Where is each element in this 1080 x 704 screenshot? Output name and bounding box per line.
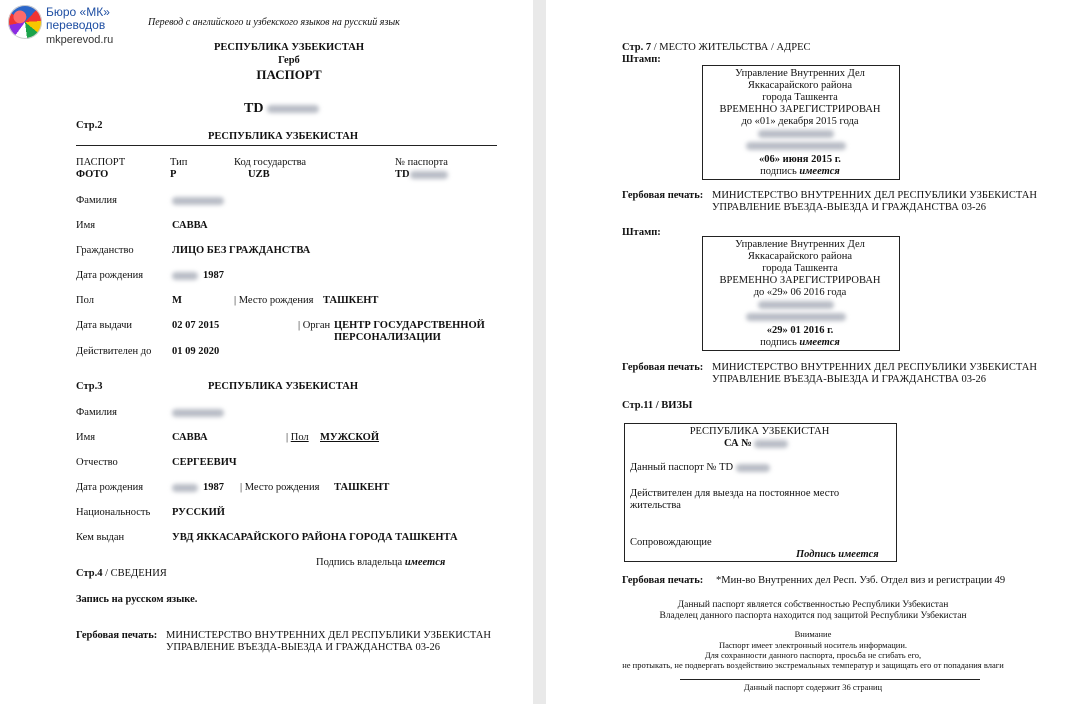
page11-heading: Стр.11 / ВИЗЫ — [622, 400, 693, 411]
right-page — [546, 0, 1080, 704]
seal3-label: Гербовая печать: — [622, 575, 704, 586]
logo-url: mkperevod.ru — [46, 34, 114, 46]
label-surname: Фамилия — [76, 195, 117, 206]
page4-label: Стр.4 — [76, 568, 103, 579]
seal-line1: МИНИСТЕРСТВО ВНУТРЕННИХ ДЕЛ РЕСПУБЛИКИ УЗБЕКИСТАН — [166, 630, 491, 641]
seal1-label: Гербовая печать: — [622, 190, 704, 201]
visa-line3 — [630, 462, 770, 474]
record-language: Запись на русском языке. — [76, 594, 198, 605]
logo-globe-icon — [8, 5, 42, 39]
stamp2-sign-label: подпись — [760, 337, 797, 348]
logo-line1: Бюро «МК» — [46, 5, 110, 19]
seal2-line2: УПРАВЛЕНИЕ ВЪЕЗДА-ВЫЕЗДА И ГРАЖДАНСТВА 03-26 — [712, 374, 986, 385]
label-citizenship: Гражданство — [76, 245, 134, 256]
seal1-line1: МИНИСТЕРСТВО ВНУТРЕННИХ ДЕЛ РЕСПУБЛИКИ УЗБЕКИСТАН — [712, 190, 1037, 201]
stamp1-sign — [702, 166, 898, 178]
stamp1-line6: «06» июня 2015 г. — [759, 154, 841, 165]
owner-signature-value: имеется — [404, 557, 446, 568]
stamp1-line1: Управление Внутренних Дел — [735, 68, 865, 79]
redacted-stamp2-a — [758, 301, 834, 309]
seal2-label: Гербовая печать: — [622, 362, 704, 373]
redacted-passport-number — [267, 105, 319, 113]
passport-number-prefix: TD — [244, 101, 264, 116]
value-passport-no — [395, 169, 448, 181]
label3-sex: Пол — [290, 432, 309, 443]
attention-line1: Паспорт имеет электронный носитель информации. — [718, 640, 907, 650]
seal2-line1: МИНИСТЕРСТВО ВНУТРЕННИХ ДЕЛ РЕСПУБЛИКИ УЗБЕКИСТАН — [712, 362, 1037, 373]
stamp2-line6: «29» 01 2016 г. — [766, 325, 834, 336]
redacted3-surname — [172, 409, 224, 417]
translation-note: Перевод с английского и узбекского языков на русский язык — [148, 17, 400, 28]
passport-number — [244, 101, 319, 117]
visa-passport-label: Данный паспорт № TD — [630, 462, 734, 473]
stamp2-sign-value: имеется — [799, 337, 840, 348]
stamp1-label: Штамп: — [622, 54, 661, 65]
value-authority-line1: ЦЕНТР ГОСУДАРСТВЕННОЙ — [334, 320, 485, 331]
label3-issued-by: Кем выдан — [76, 532, 125, 543]
stamp2-sign — [702, 337, 898, 349]
footer-divider — [680, 679, 980, 680]
stamp1-line3: города Ташкента — [762, 92, 838, 103]
page7-heading — [622, 42, 811, 54]
redacted-visa-number — [754, 440, 788, 448]
visa-line6: Сопровождающие — [630, 537, 712, 548]
redacted-surname — [172, 197, 224, 205]
value-country-code: UZB — [248, 169, 270, 180]
logo-text — [46, 6, 110, 32]
doc-title-passport: ПАСПОРТ — [256, 67, 322, 82]
redacted-passport-no — [410, 171, 448, 179]
visa-line4: Действителен для выезда на постоянное место — [630, 488, 840, 499]
header-type: Тип — [170, 157, 188, 168]
logo-line2: переводов — [46, 18, 106, 33]
value3-birth-year: 1987 — [203, 482, 224, 493]
stamp1-line5: до «01» декабря 2015 года — [741, 116, 859, 127]
doc-title-emblem: Герб — [278, 55, 300, 66]
label-birth-date: Дата рождения — [76, 270, 144, 281]
page-count: Данный паспорт содержит 36 страниц — [743, 682, 883, 692]
page3-label: Стр.3 — [76, 381, 103, 392]
page4-title: / СВЕДЕНИЯ — [105, 568, 167, 579]
stamp1-sign-label: подпись — [760, 166, 797, 177]
label3-birthplace: | Место рождения — [240, 482, 320, 493]
attention-title: Внимание — [794, 629, 832, 639]
visa-line7: Подпись имеется — [796, 549, 879, 560]
value-photo: ФОТО — [76, 169, 109, 180]
visa-line1: РЕСПУБЛИКА УЗБЕКИСТАН — [689, 426, 830, 437]
visa-ca-label: СА № — [724, 438, 752, 449]
label-name: Имя — [76, 220, 96, 231]
value-name: САВВА — [172, 220, 208, 231]
value3-sex: МУЖСКОЙ — [320, 432, 380, 443]
value-authority-line2: ПЕРСОНАЛИЗАЦИИ — [334, 332, 441, 343]
label3-birth-date: Дата рождения — [76, 482, 144, 493]
ownership-line2: Владелец данного паспорта находится под защитой Республики Узбекистан — [659, 611, 967, 621]
stamp1-line2: Яккасарайского района — [747, 80, 853, 91]
seal-label: Гербовая печать: — [76, 630, 158, 641]
doc-title-country: РЕСПУБЛИКА УЗБЕКИСТАН — [213, 42, 364, 53]
value-type: P — [170, 169, 177, 180]
redacted-birth-day — [172, 272, 198, 280]
header-passport: ПАСПОРТ — [76, 157, 126, 168]
redacted3-birth-day — [172, 484, 198, 492]
stamp2-line5: до «29» 06 2016 года — [753, 287, 847, 298]
value-citizenship: ЛИЦО БЕЗ ГРАЖДАНСТВА — [172, 245, 311, 256]
owner-signature — [316, 557, 445, 569]
ownership-line1: Данный паспорт является собственностью Республики Узбекистан — [677, 600, 949, 610]
stamp1-line4: ВРЕМЕННО ЗАРЕГИСТРИРОВАН — [719, 104, 881, 115]
stamp2-line4: ВРЕМЕННО ЗАРЕГИСТРИРОВАН — [719, 275, 881, 286]
value-passport-no-prefix: TD — [395, 169, 410, 180]
value-sex: М — [172, 295, 182, 306]
label-issue-date: Дата выдачи — [76, 320, 133, 331]
redacted-stamp1-a — [758, 130, 834, 138]
page4-heading — [76, 568, 167, 580]
stamp1-sign-value: имеется — [799, 166, 840, 177]
attention-line2: Для сохранности данного паспорта, просьба не сгибать его, — [704, 650, 922, 660]
page7-title: / МЕСТО ЖИТЕЛЬСТВА / АДРЕС — [653, 42, 811, 53]
label-authority: | Орган — [298, 320, 331, 331]
value3-patronymic: СЕРГЕЕВИЧ — [172, 457, 237, 468]
value3-birthplace: ТАШКЕНТ — [334, 482, 390, 493]
label3-surname: Фамилия — [76, 407, 117, 418]
label-birthplace: | Место рождения — [234, 295, 314, 306]
redacted-visa-passport — [736, 464, 770, 472]
value3-name: САВВА — [172, 432, 208, 443]
page7-label: Стр. 7 — [622, 42, 652, 53]
label3-patronymic: Отчество — [76, 457, 118, 468]
stamp2-line2: Яккасарайского района — [747, 251, 853, 262]
attention-line3: не протыкать, не подвергать воздействию экстремальных температур и защищать его от попадания влаги — [622, 660, 1004, 670]
value3-nationality: РУССКИЙ — [172, 507, 225, 518]
value-valid-until: 01 09 2020 — [172, 346, 220, 357]
seal3-text: *Мин-во Внутренних дел Респ. Узб. Отдел виз и регистрации 49 — [716, 575, 1006, 586]
label3-name: Имя — [76, 432, 96, 443]
owner-signature-label: Подпись владельца — [316, 557, 403, 568]
label-valid-until: Действителен до — [76, 346, 152, 357]
header-passport-no: № паспорта — [395, 157, 448, 168]
redacted-stamp1-b — [746, 142, 846, 150]
label-sex: Пол — [76, 295, 94, 306]
stamp2-line1: Управление Внутренних Дел — [735, 239, 865, 250]
value-birth-year: 1987 — [203, 270, 224, 281]
visa-line2 — [724, 438, 788, 450]
seal1-line2: УПРАВЛЕНИЕ ВЪЕЗДА-ВЫЕЗДА И ГРАЖДАНСТВА 03-26 — [712, 202, 986, 213]
seal-line2: УПРАВЛЕНИЕ ВЪЕЗДА-ВЫЕЗДА И ГРАЖДАНСТВА 03-26 — [166, 642, 440, 653]
redacted-stamp2-b — [746, 313, 846, 321]
value-issue-date: 02 07 2015 — [172, 320, 220, 331]
visa-line5: жительства — [630, 500, 681, 511]
value3-issued-by: УВД ЯККАСАРАЙСКОГО РАЙОНА ГОРОДА ТАШКЕНТА — [172, 532, 458, 543]
value-birthplace: ТАШКЕНТ — [323, 295, 379, 306]
stamp2-line3: города Ташкента — [762, 263, 838, 274]
label3-sex-wrap: | Пол — [286, 432, 309, 443]
page2-divider — [76, 145, 497, 146]
page2-title: РЕСПУБЛИКА УЗБЕКИСТАН — [208, 131, 359, 142]
page3-title: РЕСПУБЛИКА УЗБЕКИСТАН — [208, 381, 359, 392]
page2-label: Стр.2 — [76, 120, 103, 131]
header-country-code: Код государства — [234, 157, 307, 168]
stamp2-label: Штамп: — [622, 227, 661, 238]
left-page — [0, 0, 533, 704]
label3-nationality: Национальность — [76, 507, 151, 518]
